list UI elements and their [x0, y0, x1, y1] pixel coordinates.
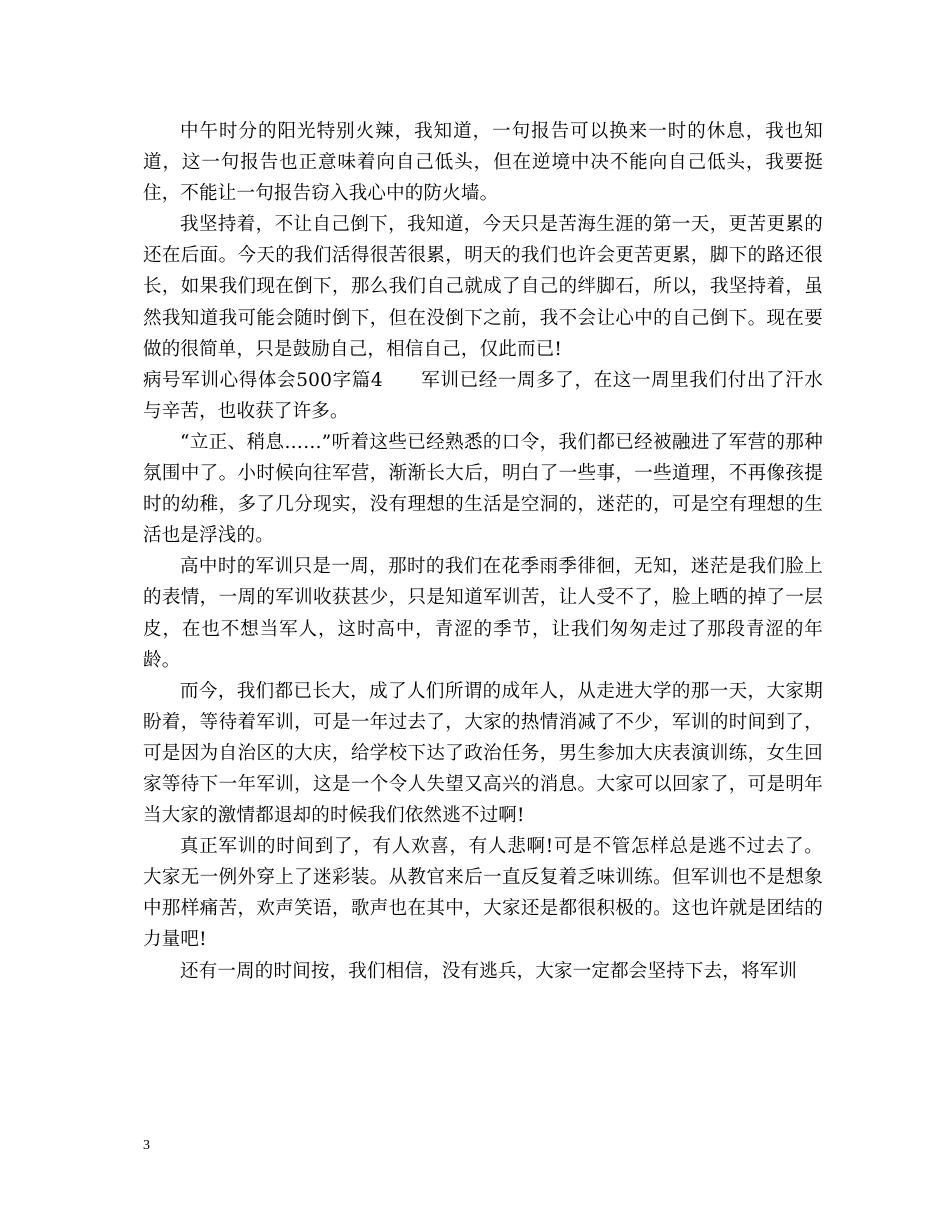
paragraph: 我坚持着，不让自己倒下，我知道，今天只是苦海生涯的第一天，更苦更累的还在后面。今天的我们活得很苦很累，明天的我们也许会更苦更累，脚下的路还很长，如果我们现在倒下，那么我们自己就成了自己的绊脚石，所以，我坚持着，虽然我知道我可能会随时倒下，但在没倒下之前，我不会让心中的自己倒下。现在要做的很简单，只是鼓励自己，相信自己，仅此而已!: [143, 214, 823, 360]
paragraph: 还有一周的时间按，我们相信，没有逃兵，大家一定都会坚持下去，将军训: [180, 960, 798, 982]
paragraph: 真正军训的时间到了，有人欢喜，有人悲啊!可是不管怎样总是逃不过去了。大家无一例外穿上了迷彩装。从教官来后一直反复着乏味训练。但军训也不是想象中那样痛苦，欢声笑语，歌声也在其中，大家还是都很积极的。这也许就是团结的力量吧!: [143, 836, 823, 951]
paragraph: 中午时分的阳光特别火辣，我知道，一句报告可以换来一时的休息，我也知道，这一句报告也正意味着向自己低头，但在逆境中决不能向自己低头，我要挺住，不能让一句报告窃入我心中的防火墙。: [143, 121, 823, 205]
paragraph: 高中时的军训只是一周，那时的我们在花季雨季徘徊，无知，迷茫是我们脸上的表情，一周的军训收获甚少，只是知道军训苦，让人受不了，脸上晒的掉了一层皮，在也不想当军人，这时高中，青涩的季节，让我们匆匆走过了那段青涩的年龄。: [143, 556, 823, 671]
section-title: 病号军训心得体会500字篇4: [143, 369, 383, 391]
section-lead-text: 军训已经一周多了，在这一周里我们付出了汗水与辛苦，也收获了许多。: [143, 369, 823, 422]
paragraph: “立正、稍息……”听着这些已经熟悉的口令，我们都已经被融进了军营的那种氛围中了。小时候向往军营，渐渐长大后，明白了一些事，一些道理，不再像孩提时的幼稚，多了几分现实，没有理想的生活是空洞的，迷茫的，可是空有理想的生活也是浮浅的。: [143, 431, 823, 547]
page-number: 3: [143, 1138, 150, 1153]
section-heading-line: [143, 365, 823, 427]
document-body: [143, 116, 823, 987]
paragraph: 而今，我们都已长大，成了人们所谓的成年人，从走进大学的那一天，大家期盼着，等待着军训，可是一年过去了，大家的热情消减了不少，军训的时间到了，可是因为自治区的大庆，给学校下达了政治任务，男生参加大庆表演训练，女生回家等待下一年军训，这是一个令人失望又高兴的消息。大家可以回家了，可是明年当大家的激情都退却的时候我们依然逃不过啊!: [143, 680, 823, 827]
